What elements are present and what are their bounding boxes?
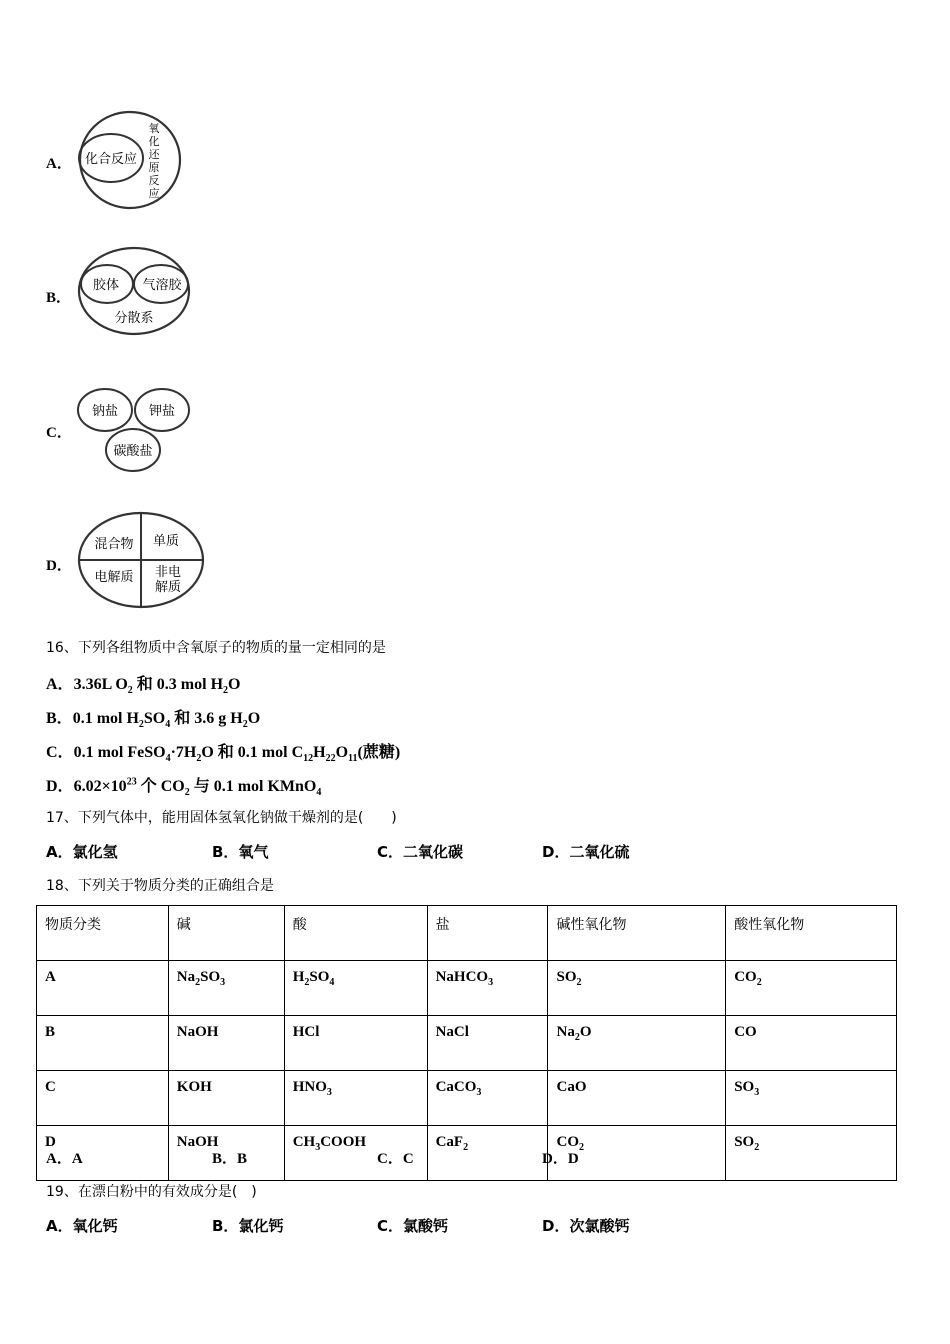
table-cell: D [37, 1126, 169, 1181]
q17-option-b: B．氧气 [212, 843, 269, 861]
q18-option-b: B．B [212, 1151, 248, 1167]
q17-stem: 17、下列气体中，能用固体氢氧化钠做干燥剂的是( ) [46, 810, 397, 826]
q19-option-a: A．氧化钙 [46, 1217, 118, 1235]
diagram-a-inner-text: 化合反应 [84, 152, 138, 167]
q16-option-a: A．3.36L $O_2$ 和 0.3 mol $H_2O$ [46, 676, 241, 697]
diagram-d [76, 508, 208, 612]
table-header-cell: 物质分类 [37, 906, 169, 961]
diagram-d-tl-text: 混合物 [94, 537, 134, 552]
q17-option-d: D．二氧化硫 [542, 843, 630, 861]
table-header-cell: 酸性氧化物 [726, 906, 897, 961]
table-cell: $Na_2O$ [548, 1016, 726, 1071]
q17-option-a: A．氯化氢 [46, 843, 118, 861]
table-row [37, 1126, 897, 1181]
diagram-c-left-text: 钠盐 [91, 404, 119, 419]
option-a-label: A． [46, 156, 72, 172]
diagram-b-right-text: 气溶胶 [142, 278, 182, 293]
table-cell: $CO_2$ [548, 1126, 726, 1181]
option-b-label: B． [46, 290, 72, 306]
table-cell: NaOH [168, 1016, 284, 1071]
q16-option-c: C．0.1 mol $FeSO_4\cdot 7H_2O$ 和 0.1 mol $C_{12}H_{22}O_{11}$(蔗糖) [46, 744, 401, 765]
option-d-label: D． [46, 558, 72, 574]
diagram-d-br-text: 非电 [154, 565, 182, 580]
table-cell: $CH_3COOH$ [284, 1126, 427, 1181]
table-cell: $CO_2$ [726, 961, 897, 1016]
table-header-row [37, 906, 897, 961]
diagram-b-outer-text: 分散系 [114, 311, 154, 326]
q16-option-b: B．0.1 mol $H_2SO_4$ 和 3.6 g $H_2O$ [46, 710, 261, 731]
table-cell: NaHCO$_3$ [427, 961, 548, 1016]
diagram-a-outer-char: 还 [148, 148, 160, 161]
q16-stem: 16、下列各组物质中含氧原子的物质的量一定相同的是 [46, 640, 386, 656]
table-header-cell: 碱 [168, 906, 284, 961]
table-cell: KOH [168, 1071, 284, 1126]
table-cell: NaOH [168, 1126, 284, 1181]
table-cell: $H_2SO_4$ [284, 961, 427, 1016]
diagram-a [74, 108, 186, 212]
q19-option-c: C．氯酸钙 [377, 1217, 449, 1235]
table-header-cell: 碱性氧化物 [548, 906, 726, 961]
table-cell: $HNO_3$ [284, 1071, 427, 1126]
table-cell: CaCO$_3$ [427, 1071, 548, 1126]
table-cell: C [37, 1071, 169, 1126]
q18-option-c: C．C [377, 1151, 414, 1167]
q19-option-d: D．次氯酸钙 [542, 1217, 630, 1235]
q19-option-b: B．氯化钙 [212, 1217, 284, 1235]
diagram-b [76, 244, 194, 340]
diagram-c-bottom-text: 碳酸盐 [113, 444, 153, 459]
table-cell: A [37, 961, 169, 1016]
diagram-a-outer-char: 应 [148, 187, 160, 200]
diagram-a-outer-char: 化 [148, 135, 160, 148]
table-cell: HCl [284, 1016, 427, 1071]
diagram-c [76, 386, 194, 476]
option-c-label: C． [46, 425, 72, 441]
table-cell: $SO_3$ [726, 1071, 897, 1126]
diagram-b-left-text: 胶体 [92, 278, 120, 293]
diagram-a-outer-char: 原 [148, 161, 160, 174]
table-cell: B [37, 1016, 169, 1071]
table-cell: CaF$_2$ [427, 1126, 548, 1181]
q17-option-c: C．二氧化碳 [377, 843, 464, 861]
table-cell: NaCl [427, 1016, 548, 1071]
table-cell: $Na_2SO_3$ [168, 961, 284, 1016]
diagram-d-bl-text: 电解质 [94, 570, 134, 585]
diagram-c-right-text: 钾盐 [148, 404, 176, 419]
table-cell: CO [726, 1016, 897, 1071]
classification-table [36, 905, 897, 1181]
table-row [37, 961, 897, 1016]
table-row [37, 1071, 897, 1126]
diagram-a-outer-char: 反 [148, 174, 160, 187]
q19-stem: 19、在漂白粉中的有效成分是( ) [46, 1184, 257, 1200]
diagram-a-outer-char: 氧 [148, 122, 160, 135]
table-header-cell: 酸 [284, 906, 427, 961]
table-header-cell: 盐 [427, 906, 548, 961]
q18-option-a: A．A [46, 1151, 83, 1167]
diagram-d-tr-text: 单质 [152, 534, 180, 549]
table-cell: $SO_2$ [726, 1126, 897, 1181]
diagram-d-br-text: 解质 [154, 580, 182, 595]
q16-option-d: D．$6.02\times 10^{23}$ 个 $CO_2$ 与 0.1 mol KMnO$_4$ [46, 776, 322, 799]
q18-option-d: D．D [542, 1151, 579, 1167]
table-row [37, 1016, 897, 1071]
table-cell: CaO [548, 1071, 726, 1126]
table-cell: $SO_2$ [548, 961, 726, 1016]
q18-stem: 18、下列关于物质分类的正确组合是 [46, 878, 274, 894]
